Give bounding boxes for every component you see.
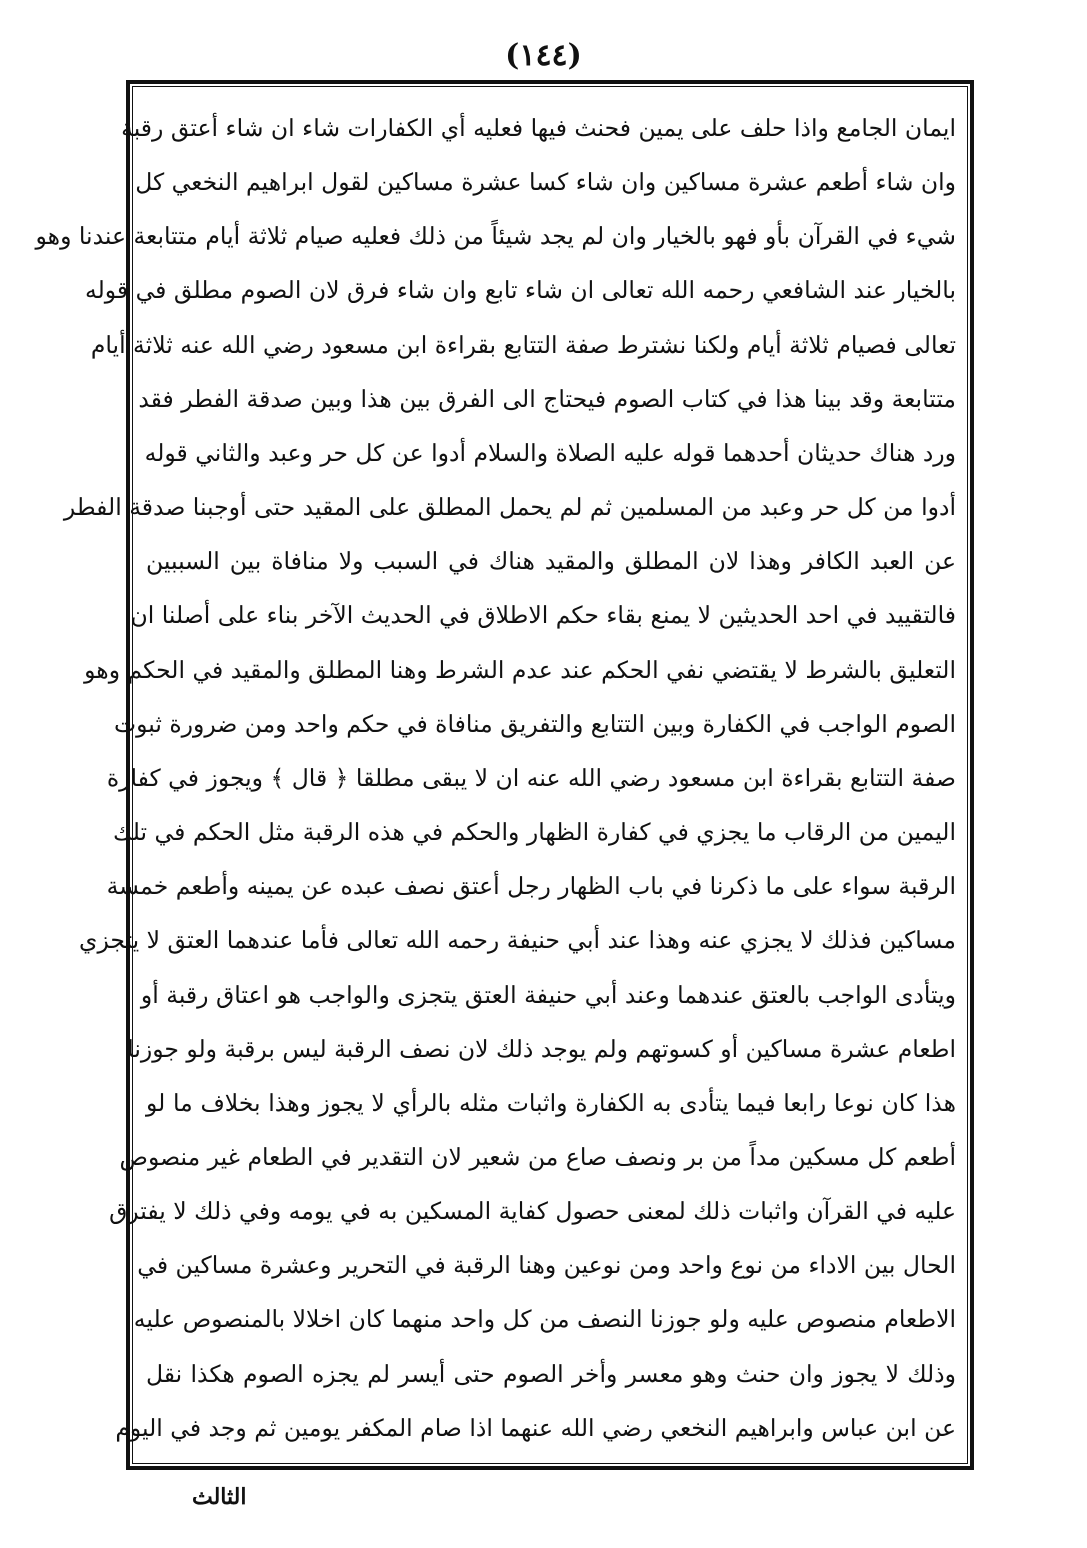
text-line: ويتأدى الواجب بالعتق عندهما وعند أبي حنيفة العتق يتجزى والواجب هو اعتاق رقبة أو xyxy=(140,980,956,1009)
text-line: عن العبد الكافر وهذا لان المطلق والمقيد هناك في السبب ولا منافاة بين السببين xyxy=(146,547,956,576)
text-line: مساكين فذلك لا يجزي عنه وهذا عند أبي حنيفة رحمه الله تعالى فأما عندهما العتق لا يتجزي xyxy=(79,926,956,955)
text-line: الصوم الواجب في الكفارة وبين التتابع والتفريق منافاة في حكم واحد ومن ضرورة ثبوت xyxy=(114,709,956,738)
text-line: صفة التتابع بقراءة ابن مسعود رضي الله عنه ان لا يبقى مطلقا ﴿ قال ﴾ ويجوز في كفارة xyxy=(106,763,956,792)
text-line: شيء في القرآن بأو فهو بالخيار وان لم يجد شيئاً من ذلك فعليه صيام ثلاثة أيام متتابعة عندنا وهو xyxy=(35,222,956,251)
text-line: أدوا من كل حر وعبد من المسلمين ثم لم يحمل المطلق على المقيد حتى أوجبنا صدقة الفطر xyxy=(63,493,956,522)
page-number: (١٤٤) xyxy=(505,38,582,73)
catchword: الثالث xyxy=(192,1484,247,1510)
text-line: متتابعة وقد بينا هذا في كتاب الصوم فيحتاج الى الفرق بين هذا وبين صدقة الفطر فقد xyxy=(138,384,956,413)
text-line: هذا كان نوعا رابعا فيما يتأدى به الكفارة واثبات مثله بالرأي لا يجوز وهذا بخلاف ما لو xyxy=(146,1088,956,1117)
text-line: بالخيار عند الشافعي رحمه الله تعالى ان شاء تابع وان شاء فرق لان الصوم مطلق في قوله xyxy=(84,276,956,305)
body-text xyxy=(35,94,962,1458)
text-line: وان شاء أطعم عشرة مساكين وان شاء كسا عشرة مساكين لقول ابراهيم النخعي كل xyxy=(135,168,956,197)
text-line: أطعم كل مسكين مداً من بر ونصف صاع من شعير لان التقدير في الطعام غير منصوص xyxy=(119,1142,956,1171)
text-line: تعالى فصيام ثلاثة أيام ولكنا نشترط صفة التتابع بقراءة ابن مسعود رضي الله عنه ثلاثة أيام xyxy=(90,330,956,359)
text-line: عن ابن عباس وابراهيم النخعي رضي الله عنهما اذا صام المكفر يومين ثم وجد في اليوم xyxy=(115,1413,956,1442)
text-line: فالتقييد في احد الحديثين لا يمنع بقاء حكم الاطلاق في الحديث الآخر بناء على أصلنا ان xyxy=(130,601,956,630)
text-line: اطعام عشرة مساكين أو كسوتهم ولم يوجد ذلك لان نصف الرقبة ليس برقبة ولو جوزنا xyxy=(127,1034,956,1063)
text-line: عليه في القرآن واثبات ذلك لمعنى حصول كفاية المسكين به في يومه وفي ذلك لا يفترق xyxy=(109,1197,956,1226)
text-line: الرقبة سواء على ما ذكرنا في باب الظهار رجل أعتق نصف عبده عن يمينه وأطعم خمسة xyxy=(106,872,956,901)
text-line: ايمان الجامع واذا حلف على يمين فحنث فيها فعليه أي الكفارات شاء ان شاء أعتق رقبة xyxy=(121,114,956,142)
text-line: التعليق بالشرط لا يقتضي نفي الحكم عند عدم الشرط وهنا المطلق والمقيد في الحكم وهو xyxy=(84,655,956,684)
text-line: اليمين من الرقاب ما يجزي في كفارة الظهار والحكم في هذه الرقبة مثل الحكم في تلك xyxy=(112,818,956,847)
text-line: الحال بين الاداء من نوع واحد ومن نوعين وهنا الرقبة في التحرير وعشرة مساكين في xyxy=(137,1251,956,1280)
text-line: الاطعام منصوص عليه ولو جوزنا النصف من كل واحد منهما كان اخلالا بالمنصوص عليه xyxy=(133,1305,956,1334)
text-line: ورد هناك حديثان أحدهما قوله عليه الصلاة والسلام أدوا عن كل حر وعبد والثاني قوله xyxy=(144,438,956,467)
text-line: وذلك لا يجوز وان حنث وهو معسر وأخر الصوم حتى أيسر لم يجزه الصوم هكذا نقل xyxy=(146,1359,956,1388)
